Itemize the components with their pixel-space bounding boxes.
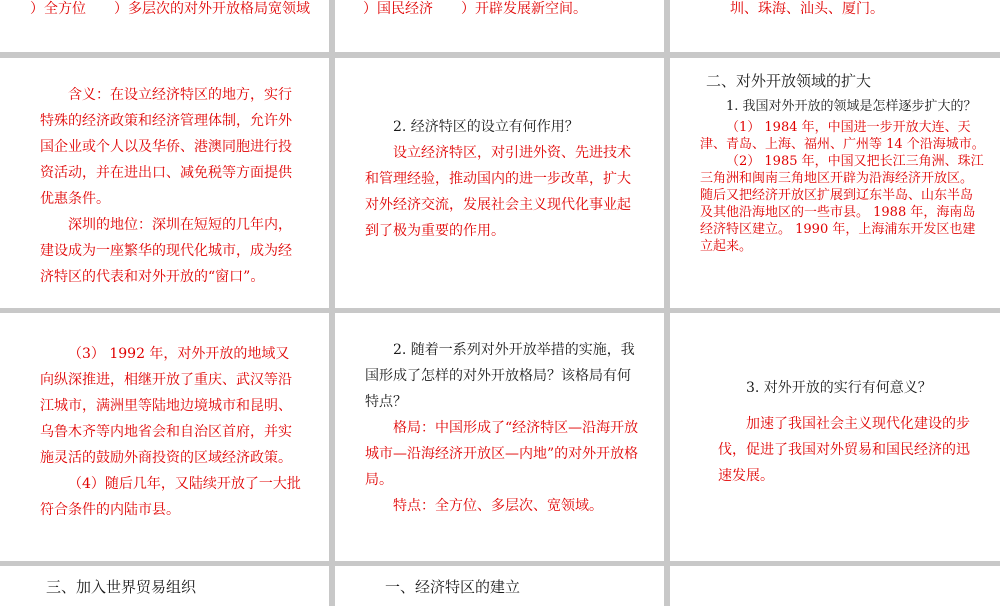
section-heading: 三、加入世界贸易组织 <box>46 578 197 596</box>
fragment-text: ）国民经济 ）开辟发展新空间。 <box>363 1 587 17</box>
pattern-text: 格局：中国形成了“经济特区—沿海开放城市—沿海经济开放区—内地”的对外开放格局。 <box>365 420 639 488</box>
slide-blank <box>670 566 1000 606</box>
fragment-text: 圳、珠海、汕头、厦门。 <box>730 1 884 17</box>
answer-1984: （1） 1984 年，中国进一步开放大连、天津、青岛、上海、福州、广州等 14 个沿海城市。 <box>700 120 985 152</box>
slide-special-zone <box>335 566 664 606</box>
section-heading: 一、经济特区的建立 <box>385 578 521 596</box>
answer-later: （4）随后几年，又陆续开放了一大批符合条件的内陆市县。 <box>40 476 301 518</box>
slide-wto <box>0 566 329 606</box>
feature-text: 特点：全方位、多层次、宽领域。 <box>393 498 603 514</box>
slide-opening-expansion <box>670 58 1000 308</box>
question-text: 3. 对外开放的实行有何意义？ <box>746 380 932 396</box>
shenzhen-paragraph: 深圳的地位：深圳在短短的几年内，建设成为一座繁华的现代化城市，成为经济特区的代表和对外开放的“窗口”。 <box>40 217 292 285</box>
slide-special-zone-meaning <box>0 58 329 308</box>
slide-opening-pattern <box>335 313 664 561</box>
answer-text: 加速了我国社会主义现代化建设的步伐，促进了我国对外贸易和国民经济的迅速发展。 <box>718 416 970 484</box>
section-heading: 二、对外开放领域的扩大 <box>706 72 872 90</box>
answer-1992: （3） 1992 年，对外开放的地域又向纵深推进，相继开放了重庆、武汉等沿江城市，满洲里等陆地边境城市和昆明、乌鲁木齐等内地省会和自治区首府，并实施灵活的鼓励外商投资的区域经济政策。 <box>40 346 292 466</box>
question-text: 2. 随着一系列对外开放举措的实施，我国形成了怎样的对外开放格局？该格局有何特点？ <box>365 342 635 410</box>
slide-top-right <box>670 0 1000 52</box>
slide-top-middle <box>335 0 664 52</box>
question-text: 1. 我国对外开放的领域是怎样逐步扩大的？ <box>726 99 977 114</box>
answer-1985: （2） 1985 年，中国又把长江三角洲、珠江三角洲和闽南三角地区开辟为沿海经济开放区。随后又把经济开放区扩展到辽东半岛、山东半岛及其他沿海地区的一些市县。 1988 年，海南岛经济特区建立。 1990 年，上海浦东开发区也建立起来。 <box>700 154 984 254</box>
fragment-text: ）全方位 ）多层次的对外开放格局宽领域 <box>30 1 310 17</box>
question-text: 2. 经济特区的设立有何作用？ <box>393 119 579 135</box>
slide-special-zone-role <box>335 58 664 308</box>
slide-top-left <box>0 0 329 52</box>
slide-opening-inland <box>0 313 329 561</box>
slide-opening-significance <box>670 313 1000 561</box>
meaning-paragraph: 含义：在设立经济特区的地方，实行特殊的经济政策和经济管理体制，允许外国企业或个人以及华侨、港澳同胞进行投资活动，并在进出口、减免税等方面提供优惠条件。 <box>40 87 292 207</box>
answer-text: 设立经济特区，对引进外资、先进技术和管理经验，推动国内的进一步改革，扩大对外经济交流，发展社会主义现代化事业起到了极为重要的作用。 <box>365 145 631 239</box>
